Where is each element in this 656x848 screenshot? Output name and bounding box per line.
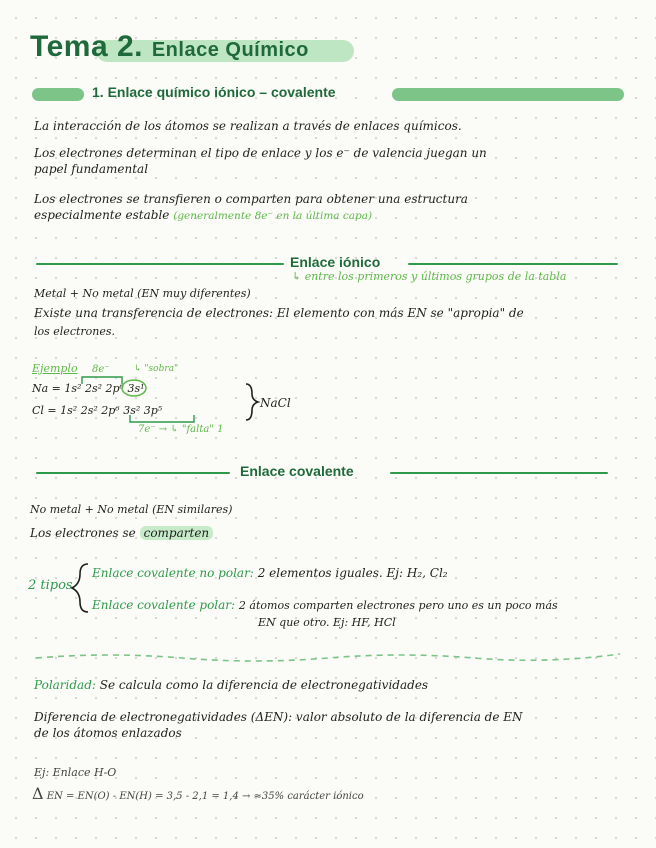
ionic-note: ↳ entre los primeros y últimos grupos de la tabla (292, 270, 567, 283)
section1-para2-line2: papel fundamental (34, 162, 149, 176)
type1-name: Enlace covalente no polar: (92, 566, 254, 580)
polarity-label: Polaridad: (34, 678, 96, 692)
na-bracket (82, 377, 122, 384)
polarity-text: Se calcula como la diferencia de electronegatividades (99, 678, 429, 692)
covalent-heading: Enlace covalente (240, 463, 354, 479)
example-label: Ejemplo (32, 362, 78, 375)
types-brace (70, 562, 92, 614)
dashed-separator (36, 650, 620, 666)
ionic-heading: Enlace iónico (290, 254, 381, 270)
na-3s-circle (122, 380, 146, 396)
cl-bracket (130, 415, 194, 422)
type1-desc: 2 elementos iguales. Ej: H₂, Cl₂ (257, 566, 448, 580)
covalent-line2-text: Los electrones se (30, 526, 136, 540)
covalent-rule-left (36, 472, 230, 474)
types-label: 2 tipos (28, 578, 73, 593)
covalent-rule-right (390, 472, 608, 474)
polarity-example-line2 (32, 784, 364, 803)
covalent-line2 (30, 526, 213, 541)
na-sobra-note: ↳ "sobra" (134, 364, 179, 374)
type2-desc-a: 2 átomos comparten electrones pero uno es un poco más (238, 599, 558, 612)
type2-row (92, 598, 558, 613)
cl-bottom-note: 7e⁻ → ↳ "falta" 1 (138, 424, 224, 435)
delta-symbol: Δ (32, 784, 44, 803)
title-main: Tema 2. (30, 30, 143, 63)
polarity-example-line1: Ej: Enlace H-O (34, 766, 117, 779)
na-top-note: 8e⁻ (92, 364, 110, 375)
section1-para3-note: (generalmente 8e⁻ en la última capa) (173, 210, 373, 222)
type1-row (92, 566, 448, 581)
nacl-product: NaCl (260, 396, 291, 410)
polarity-diff-b: de los átomos enlazados (34, 726, 182, 740)
title-sub: Enlace Químico (151, 39, 309, 61)
type2-desc-b: EN que otro. Ej: HF, HCl (258, 616, 396, 629)
covalent-line1: No metal + No metal (EN similares) (30, 503, 233, 516)
type2-name: Enlace covalente polar: (92, 598, 236, 612)
ionic-line2b: los electrones. (34, 325, 116, 338)
covalent-line2-highlight: comparten (140, 526, 214, 540)
ionic-line1: Metal + No metal (EN muy diferentes) (34, 287, 251, 300)
product-brace (246, 384, 258, 420)
section1-para3-line2-text: especialmente estable (34, 208, 170, 222)
section1-para3-line1: Los electrones se transfieren o comparten para obtener una estructura (34, 192, 468, 206)
section1-para1: La interacción de los átomos se realizan a través de enlaces químicos. (34, 119, 462, 133)
na-config: Na = 1s² 2s² 2p⁶ 3s¹ (32, 382, 145, 395)
section1-heading: 1. Enlace químico iónico – covalente (92, 84, 336, 100)
polarity-example-formula: EN = EN(O) - EN(H) = 3,5 - 2,1 = 1,4 → ≈35% carácter iónico (46, 791, 364, 802)
polarity-row (34, 678, 428, 693)
polarity-diff-a: Diferencia de electronegatividades (ΔEN): valor absoluto de la diferencia de EN (34, 710, 523, 724)
section1-para2-line1: Los electrones determinan el tipo de enlace y los e⁻ de valencia juegan un (34, 146, 487, 160)
ionic-line2a: Existe una transferencia de electrones: El elemento con más EN se "apropia" de (34, 306, 524, 320)
cl-config: Cl = 1s² 2s² 2p⁶ 3s² 3p⁵ (32, 404, 163, 417)
